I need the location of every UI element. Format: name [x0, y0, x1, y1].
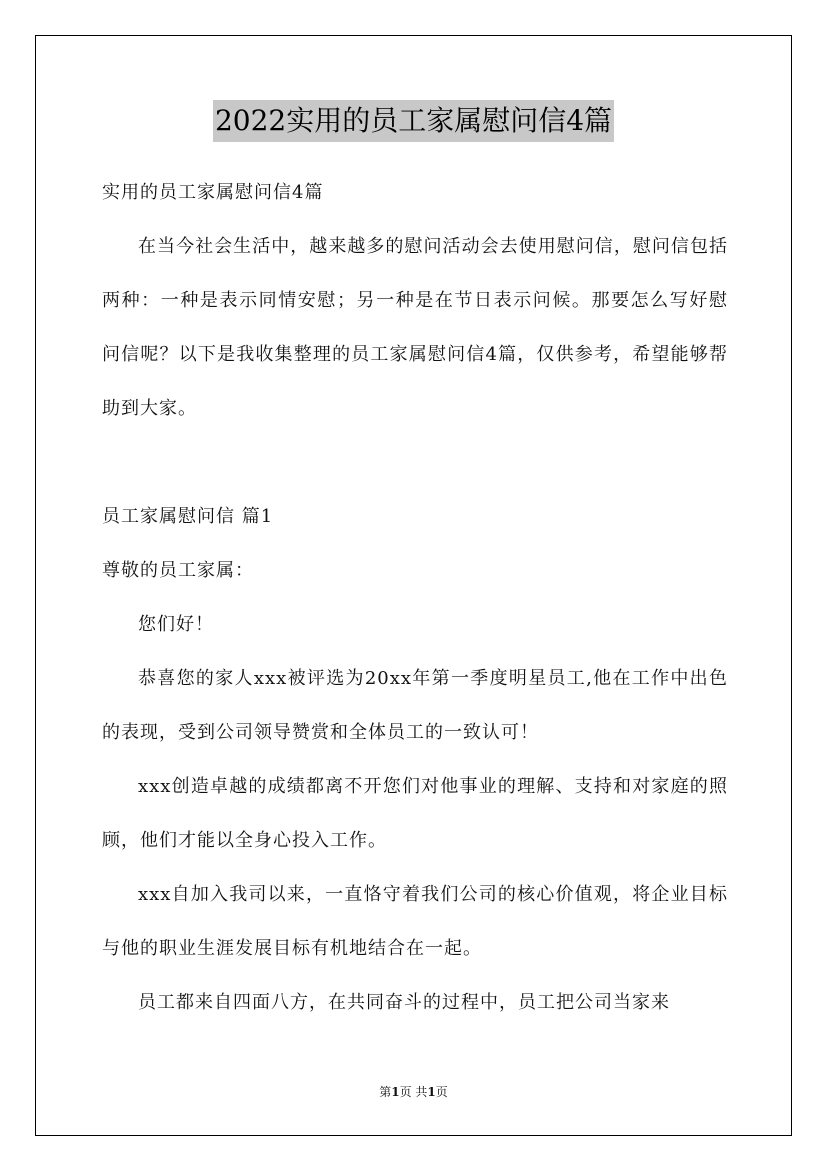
- total-page-number: 1: [427, 1085, 436, 1099]
- body-paragraph: 您们好！: [138, 614, 214, 635]
- body-paragraph: 恭喜您的家人xxx被评选为20xx年第一季度明星员工,他在工作中出色的表现，受到公司领导赞赏和全体员工的一致认可！: [102, 668, 728, 743]
- page-suffix: 页: [435, 1085, 448, 1099]
- page-footer: [0, 1084, 827, 1100]
- page-prefix: 第: [379, 1085, 392, 1099]
- section-spacer: [102, 436, 728, 490]
- current-page-number: 1: [391, 1085, 400, 1099]
- document-title: 2022实用的员工家属慰问信4篇: [213, 100, 614, 142]
- body-paragraph: 员工都来自四面八方，在共同奋斗的过程中，员工把公司当家来: [138, 992, 670, 1013]
- section-heading: 员工家属慰问信 篇1: [102, 506, 274, 527]
- title-container: [0, 100, 827, 142]
- salutation: 尊敬的员工家属：: [102, 560, 254, 581]
- page-mid-text: 页 共: [399, 1085, 428, 1099]
- document-body: [102, 166, 728, 1030]
- intro-paragraph: 在当今社会生活中，越来越多的慰问活动会去使用慰问信，慰问信包括两种：一种是表示同情安慰；另一种是在节日表示问候。那要怎么写好慰问信呢？以下是我收集整理的员工家属慰问信4篇，仅供参考，希望能够帮助到大家。: [102, 236, 728, 419]
- document-subtitle: 实用的员工家属慰问信4篇: [102, 182, 324, 203]
- body-paragraph: xxx创造卓越的成绩都离不开您们对他事业的理解、支持和对家庭的照顾，他们才能以全身心投入工作。: [102, 776, 728, 851]
- body-paragraph: xxx自加入我司以来，一直恪守着我们公司的核心价值观，将企业目标与他的职业生涯发展目标有机地结合在一起。: [102, 884, 728, 959]
